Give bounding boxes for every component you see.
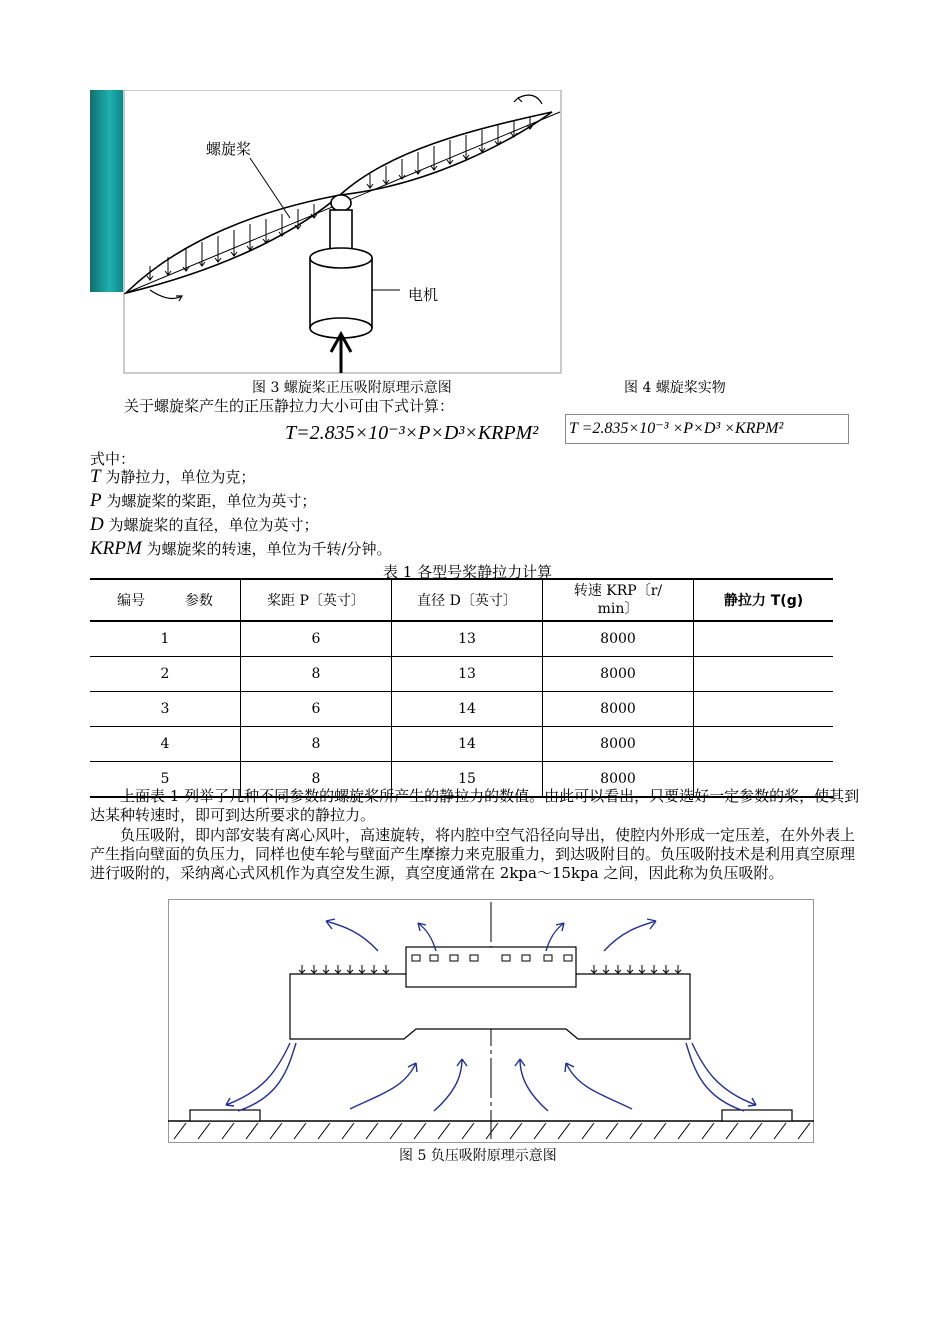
table-row	[90, 621, 833, 657]
header-thrust: 静拉力 T(g)	[694, 579, 834, 621]
propeller-label: 螺旋桨	[206, 140, 252, 158]
cell-pitch: 6	[241, 621, 392, 657]
cell-speed: 8000	[543, 727, 694, 762]
paragraph-1: 上面表 1 列举了几种不同参数的螺旋桨所产生的静拉力的数值。由此可以看出，只要选好一定参数的桨，使其到达某种转速时，即可到达所要求的静拉力。	[90, 787, 860, 824]
formula-main: T=2.835×10⁻³×P×D³×KRPM²	[285, 422, 539, 444]
figure-5-diagram	[168, 899, 814, 1143]
table-caption: 表 1 各型号桨静拉力计算	[383, 563, 553, 581]
cell-diameter: 14	[392, 692, 543, 727]
cell-id: 2	[90, 657, 241, 692]
cell-id: 3	[90, 692, 241, 727]
def-symbol: D	[90, 514, 104, 535]
header-pitch: 桨距 P〔英寸〕	[241, 579, 392, 621]
motor-label: 电机	[408, 286, 439, 304]
where-label: 式中：	[90, 450, 136, 468]
header-param: 参数	[185, 593, 213, 609]
figure-3-caption: 图 3 螺旋桨正压吸附原理示意图	[252, 380, 452, 396]
cell-thrust	[694, 692, 834, 727]
cell-diameter: 13	[392, 657, 543, 692]
cell-id: 4	[90, 727, 241, 762]
table-header-row	[90, 579, 833, 621]
formula-boxed: T =2.835×10⁻³ ×P×D³ ×KRPM²	[569, 420, 784, 437]
def-text: 为螺旋桨的转速，单位为千转/分钟。	[146, 540, 392, 558]
cell-id: 5	[90, 762, 241, 798]
paragraph-2: 负压吸附，即内部安装有离心风叶，高速旋转，将内腔中空气沿径向导出，使腔内外形成一定压差，在外外表上产生指向壁面的负压力，同样也使车轮与壁面产生摩擦力来克服重力，到达吸附目的。负压吸附技术是利用真空原理进行吸附的，采纳离心式风机作为真空发生源，真空度通常在 2kpa～15kpa 之间，因此称为负压吸附。	[90, 826, 856, 882]
header-speed-line1: 转速 KRP〔r/	[573, 583, 663, 599]
cell-thrust	[694, 727, 834, 762]
figure-4-caption: 图 4 螺旋桨实物	[624, 380, 726, 396]
cell-id: 1	[90, 621, 241, 657]
cell-speed: 8000	[543, 762, 694, 798]
header-diameter: 直径 D〔英寸〕	[392, 579, 543, 621]
def-text: 为螺旋桨的桨距，单位为英寸；	[106, 492, 317, 510]
header-speed	[543, 579, 694, 621]
def-p	[90, 492, 392, 516]
cell-thrust	[694, 657, 834, 692]
thrust-table	[90, 578, 833, 798]
def-symbol: KRPM	[90, 538, 142, 559]
cell-thrust	[694, 621, 834, 657]
formula-intro: 关于螺旋桨产生的正压静拉力大小可由下式计算：	[124, 397, 455, 415]
def-text: 为静拉力，单位为克；	[105, 468, 256, 486]
def-krpm	[90, 540, 392, 564]
def-text: 为螺旋桨的直径，单位为英寸；	[108, 516, 319, 534]
definition-list	[90, 468, 392, 564]
cell-speed: 8000	[543, 657, 694, 692]
def-t	[90, 468, 392, 492]
figure-3	[90, 90, 562, 374]
header-id: 编号	[117, 593, 145, 609]
cell-pitch: 8	[241, 762, 392, 798]
cell-speed: 8000	[543, 692, 694, 727]
propeller-diagram	[90, 90, 562, 374]
table-row	[90, 657, 833, 692]
def-symbol: P	[90, 490, 102, 511]
cell-pitch: 6	[241, 692, 392, 727]
figure-5-caption: 图 5 负压吸附原理示意图	[399, 1148, 557, 1164]
def-d	[90, 516, 392, 540]
cell-pitch: 8	[241, 727, 392, 762]
cell-diameter: 13	[392, 621, 543, 657]
header-id-param	[90, 579, 241, 621]
table-row	[90, 692, 833, 727]
table-row	[90, 727, 833, 762]
cell-speed: 8000	[543, 621, 694, 657]
def-symbol: T	[90, 466, 101, 487]
cell-diameter: 14	[392, 727, 543, 762]
header-speed-line2: min〕	[597, 601, 639, 617]
cell-diameter: 15	[392, 762, 543, 798]
cell-pitch: 8	[241, 657, 392, 692]
